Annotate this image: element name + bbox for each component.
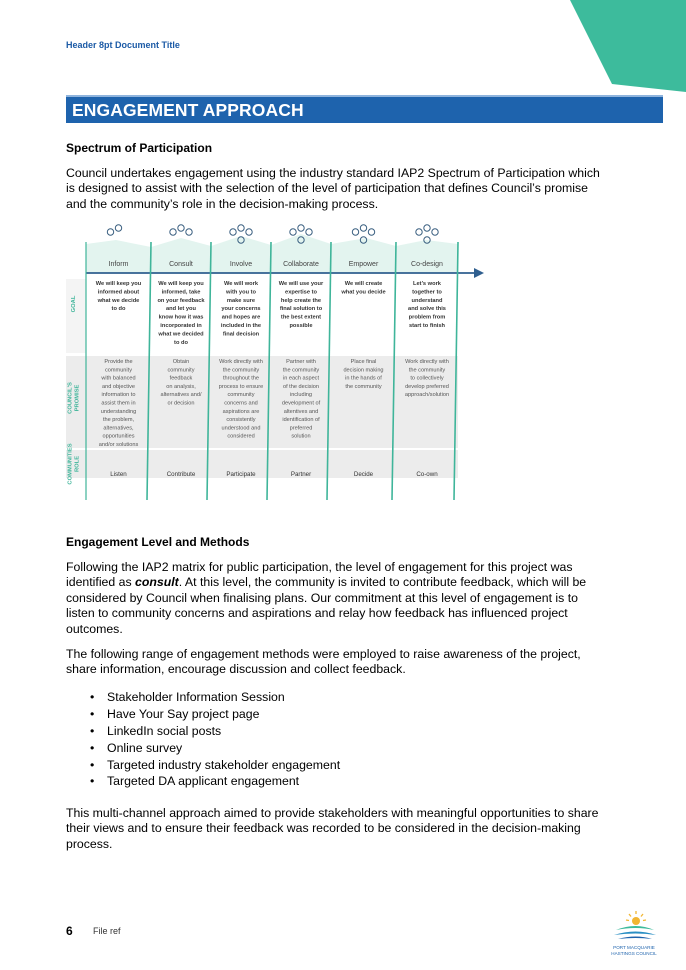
goal-text-line: expertise to xyxy=(285,289,317,296)
row-label-role: ROLE xyxy=(74,455,81,473)
promise-text-line: the community xyxy=(282,367,320,374)
promise-text-line: community xyxy=(167,367,195,374)
people-icon xyxy=(170,225,192,235)
goal-text-line: and solve this xyxy=(408,306,446,313)
role-text: Participate xyxy=(226,471,256,478)
goal-text-line: what you decide xyxy=(341,289,386,296)
role-text: Co-own xyxy=(416,471,438,478)
paragraph-line: This multi-channel approach aimed to provide stakeholders with meaningful opportunities to share xyxy=(66,806,599,820)
promise-text-line: community xyxy=(104,367,133,374)
goal-text-line: We will create xyxy=(344,281,383,287)
promise-text-line: in each aspect xyxy=(282,375,320,382)
goal-text-line: and hopes are xyxy=(221,314,261,321)
goal-text-line: know how it was xyxy=(158,314,204,321)
paragraph-line: identified as consult. At this level, the community is invited to contribute feedback, which will be xyxy=(66,575,587,590)
goal-label-band xyxy=(66,279,86,353)
promise-text-line: in the hands of xyxy=(345,375,382,382)
goal-text-line: on your feedback xyxy=(157,297,205,304)
arrow-head-icon xyxy=(474,268,484,278)
promise-text-line: Work directly with xyxy=(219,359,263,365)
list-item: • Have Your Say project page xyxy=(90,706,260,721)
paragraph-line: is designed to assist with the selection of the level of participation that defines Council’s promise xyxy=(66,181,588,196)
paragraph-line: The following range of engagement methods were employed to raise awareness of the project, xyxy=(66,647,581,661)
promise-text-line: opportunities xyxy=(102,433,135,440)
goal-text-line: final decision xyxy=(222,331,260,338)
row-label-promise: COUNCIL'S xyxy=(67,382,74,414)
goal-text-line: We will keep you xyxy=(158,281,204,287)
promise-text-line: considered xyxy=(227,433,255,440)
goal-text-line: help create the xyxy=(280,297,322,304)
paragraph-line: listen to community concerns and aspirations and relay how feedback has influenced project xyxy=(66,606,568,621)
promise-text-line: information to xyxy=(101,392,136,399)
goal-text-line: to do xyxy=(174,339,188,346)
goal-text-line: with you to xyxy=(225,289,257,296)
banner-title: ENGAGEMENT APPROACH xyxy=(72,100,304,120)
promise-text-line: of the decision xyxy=(282,383,320,390)
promise-text-line: identification of xyxy=(282,417,320,424)
goal-text-line: the best extent xyxy=(280,314,322,321)
promise-text-line: solution xyxy=(291,433,311,440)
level-label: Inform xyxy=(108,261,129,268)
council-logo xyxy=(604,908,664,960)
bullet-icon: • xyxy=(90,740,95,755)
list-item: • Stakeholder Information Session xyxy=(90,690,285,704)
promise-text-line: development of xyxy=(281,400,321,407)
promise-text-line: Work directly with xyxy=(405,359,449,365)
list-item: • Online survey xyxy=(90,740,183,755)
level-label: Co-design xyxy=(411,261,443,268)
goal-text-line: understand xyxy=(411,297,443,304)
goal-text-line: what we decided xyxy=(158,331,204,338)
bullet-icon: • xyxy=(90,706,95,721)
promise-text-line: on analysis, xyxy=(166,383,196,390)
role-text: Decide xyxy=(353,471,374,478)
paragraph-line: and the community’s role in the decision-making process. xyxy=(66,196,379,211)
promise-text-line: the community xyxy=(345,383,382,390)
people-icon xyxy=(107,225,121,235)
corner-decoration xyxy=(560,0,686,92)
goal-text-line: We will keep you xyxy=(95,281,142,287)
goal-text-line: make sure xyxy=(226,297,256,304)
promise-text-line: the community xyxy=(408,367,446,374)
consult-emphasis: consult xyxy=(135,575,179,590)
paragraph-line: share information, encourage discussion and collect feedback. xyxy=(66,662,406,677)
paragraph-line: Council undertakes engagement using the industry standard IAP2 Spectrum of Participation which xyxy=(66,166,600,180)
goal-text-line: to do xyxy=(111,306,126,313)
promise-text-line: alternatives, xyxy=(103,425,134,432)
promise-text-line: concerns and xyxy=(224,400,258,407)
promise-text-line: the problem, xyxy=(102,417,135,424)
bullet-icon: • xyxy=(90,757,95,772)
level-label: Consult xyxy=(169,261,193,268)
paragraph-line: their views and to ensure their feedback was recorded to be considered in the decision-making xyxy=(66,821,581,836)
promise-text-line: process to ensure xyxy=(218,383,264,390)
goal-text-line: your concerns xyxy=(221,306,261,313)
section-heading-engagement-level: Engagement Level and Methods xyxy=(66,535,250,549)
promise-text-line: throughout the xyxy=(222,375,260,382)
goal-text-line: start to finish xyxy=(408,323,446,329)
promise-text-line: to collectively xyxy=(410,375,444,382)
header-document-title: Header 8pt Document Title xyxy=(66,40,180,50)
promise-text-line: including xyxy=(289,392,313,399)
promise-text-line: alternatives and/ xyxy=(160,392,202,399)
role-text: Contribute xyxy=(166,471,196,478)
goal-text-line: what we decide xyxy=(97,297,140,304)
svg-text:PORT MACQUARIE: PORT MACQUARIE xyxy=(613,945,655,950)
bullet-icon: • xyxy=(90,774,95,789)
promise-text-line: and/or solutions xyxy=(98,442,139,448)
promise-text-line: approach/solution xyxy=(404,392,450,399)
role-text: Partner xyxy=(290,471,312,478)
paragraph-line: process. xyxy=(66,836,113,851)
promise-text-line: Partner with xyxy=(286,359,316,365)
promise-text-line: consistently xyxy=(226,417,256,424)
sun-icon xyxy=(626,911,646,925)
top-band xyxy=(86,234,458,273)
promise-text-line: Provide the xyxy=(104,359,133,365)
file-reference: File ref xyxy=(93,926,121,936)
list-item: • Targeted industry stakeholder engagement xyxy=(90,757,341,772)
level-label: Collaborate xyxy=(283,261,319,268)
level-label: Involve xyxy=(229,261,253,268)
goal-text-line: We will work xyxy=(223,281,259,287)
section-heading-spectrum: Spectrum of Participation xyxy=(66,141,213,155)
paragraph-line: outcomes. xyxy=(66,621,123,636)
promise-text-line: aspirations are xyxy=(222,408,260,415)
waves-icon xyxy=(614,926,656,939)
closing-paragraph xyxy=(66,806,656,852)
promise-text-line: with balanced xyxy=(101,375,136,382)
goal-text-line: together to xyxy=(412,289,442,296)
bullet-icon: • xyxy=(90,690,95,704)
promise-text-line: develop preferred xyxy=(405,383,449,390)
promise-text-line: community xyxy=(227,392,255,399)
methods-intro-paragraph xyxy=(66,647,656,678)
goal-text-line: incorporated in xyxy=(160,323,202,329)
goal-text-line: and let you xyxy=(165,306,197,313)
section-banner xyxy=(66,95,663,123)
paragraph-line: considered by Council when finalising plans. Our commitment at this level of engagement is to xyxy=(66,590,578,605)
promise-text-line: Place final xyxy=(350,359,377,365)
goal-text-line: informed, take xyxy=(161,289,201,296)
goal-text-line: informed about xyxy=(97,289,140,296)
promise-text-line: preferred xyxy=(289,425,313,432)
engagement-level-paragraph xyxy=(66,560,656,637)
goal-text-line: included in the xyxy=(220,323,262,329)
engagement-methods-list xyxy=(66,689,626,790)
list-item: • Targeted DA applicant engagement xyxy=(90,774,300,789)
promise-text-line: altentives and xyxy=(283,408,319,415)
goal-text-line: Let’s work xyxy=(413,281,441,287)
promise-text-line: feedback xyxy=(169,375,193,382)
promise-text-line: understanding xyxy=(100,408,137,415)
promise-text-line: assist them in xyxy=(101,400,136,407)
svg-text:HASTINGS COUNCIL: HASTINGS COUNCIL xyxy=(611,951,657,956)
promise-text-line: and objective xyxy=(102,383,135,390)
promise-text-line: Obtain xyxy=(172,359,190,365)
paragraph-line: Following the IAP2 matrix for public participation, the level of engagement for this project was xyxy=(66,560,573,574)
promise-text-line: understood and xyxy=(221,425,261,432)
level-label: Empower xyxy=(348,261,379,268)
goal-text-line: problem from xyxy=(408,314,446,321)
promise-text-line: the community xyxy=(222,367,260,374)
promise-text-line: decision making xyxy=(343,367,384,374)
goal-text-line: possible xyxy=(289,323,313,329)
goal-text-line: final solution to xyxy=(279,306,323,313)
row-label-promise: PROMISE xyxy=(74,384,81,412)
iap2-spectrum-diagram xyxy=(66,222,486,504)
bullet-icon: • xyxy=(90,723,95,738)
row-label-goal: GOAL xyxy=(71,295,77,313)
intro-paragraph xyxy=(66,166,656,212)
role-text: Listen xyxy=(110,471,127,478)
goal-text-line: We will use your xyxy=(278,281,324,287)
page-number: 6 xyxy=(66,924,73,938)
list-item: • LinkedIn social posts xyxy=(90,723,222,738)
promise-text-line: or decision xyxy=(167,400,195,407)
row-label-role: COMMUNITIES xyxy=(67,443,74,485)
